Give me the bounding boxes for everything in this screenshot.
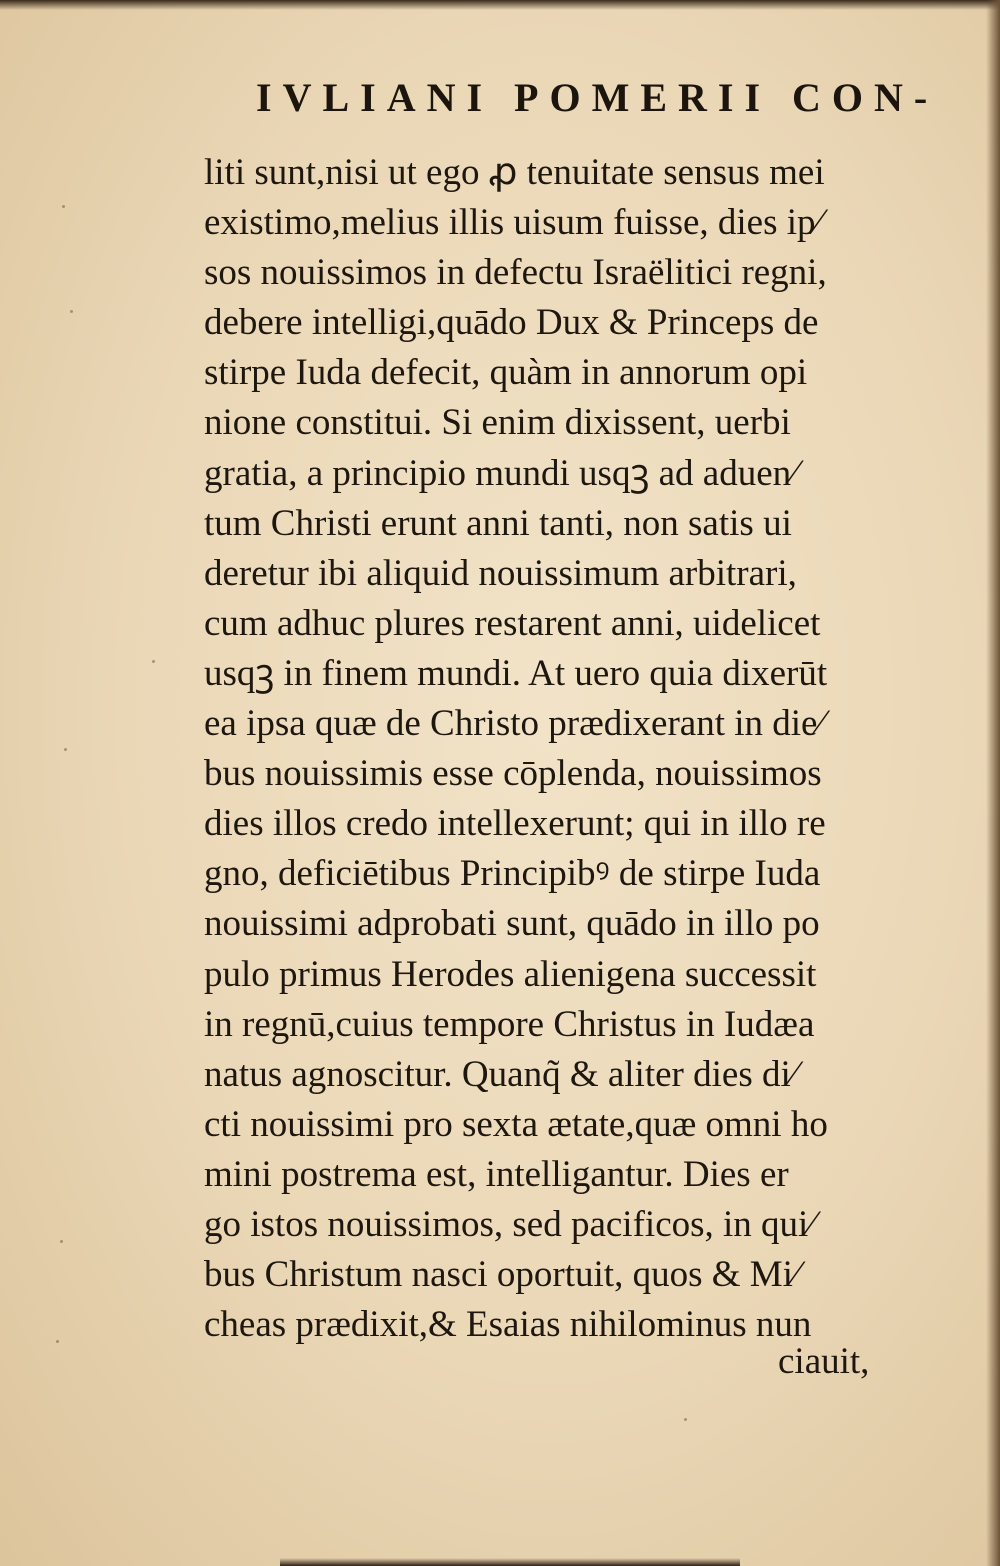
paper-speck [62, 205, 65, 208]
page-gutter-shadow [986, 0, 1000, 1566]
text-line: nouissimi adprobati sunt, quādo in illo po [204, 903, 820, 945]
text-line: cum adhuc plures restarent anni, uidelicet [204, 602, 821, 644]
text-line: cti nouissimi pro sexta ætate,quæ omni ho [204, 1103, 828, 1145]
running-header: IVLIANI POMERII CON- [256, 75, 939, 120]
text-line: usqꝫ in finem mundi. At uero quia dixerūt [204, 652, 828, 694]
text-line: sos nouissimos in defectu Israëlitici regni, [204, 252, 827, 294]
catchword: ciauit, [778, 1341, 870, 1382]
text-line: stirpe Iuda defecit, quàm in annorum opi [204, 352, 808, 394]
text-line: liti sunt,nisi ut ego ꝓ tenuitate sensus mei [204, 152, 825, 193]
paper-speck [152, 660, 155, 663]
text-line: tum Christi erunt anni tanti, non satis ui [204, 502, 792, 544]
text-line: bus Christum nasci oportuit, quos & Mi⁄ [204, 1254, 800, 1296]
paper-speck [70, 310, 73, 313]
paper-speck [684, 1418, 687, 1421]
page-top-edge [0, 0, 1000, 10]
text-line: go istos nouissimos, sed pacificos, in qui⁄ [204, 1203, 815, 1245]
text-line: ea ipsa quæ de Christo prædixerant in die⁄ [204, 703, 824, 745]
text-line: gno, deficiētibus Principibꝰ de stirpe Iuda [204, 853, 821, 895]
main-text-block [204, 148, 954, 1350]
text-line: mini postrema est, intelligantur. Dies er [204, 1153, 789, 1195]
text-line: natus agnoscitur. Quanq̃ & aliter dies di⁄ [204, 1053, 797, 1095]
paper-speck [60, 1240, 63, 1243]
text-line: in regnū,cuius tempore Christus in Iudæa [204, 1003, 815, 1045]
page-bottom-edge [280, 1558, 740, 1566]
text-line: cheas prædixit,& Esaias nihilominus nun [204, 1304, 812, 1346]
text-line: debere intelligi,quādo Dux & Princeps de [204, 302, 819, 344]
text-line: existimo,melius illis uisum fuisse, dies ip⁄ [204, 202, 822, 244]
paper-speck [56, 1340, 59, 1343]
text-line: dies illos credo intellexerunt; qui in illo re [204, 803, 826, 845]
text-line: pulo primus Herodes alienigena successit [204, 953, 817, 995]
text-line: gratia, a principio mundi usqꝫ ad aduen⁄ [204, 452, 798, 494]
paper-speck [64, 748, 67, 751]
text-line: nione constitui. Si enim dixissent, uerbi [204, 402, 791, 444]
text-line: deretur ibi aliquid nouissimum arbitrari, [204, 552, 797, 594]
text-line: bus nouissimis esse cōplenda, nouissimos [204, 753, 822, 795]
